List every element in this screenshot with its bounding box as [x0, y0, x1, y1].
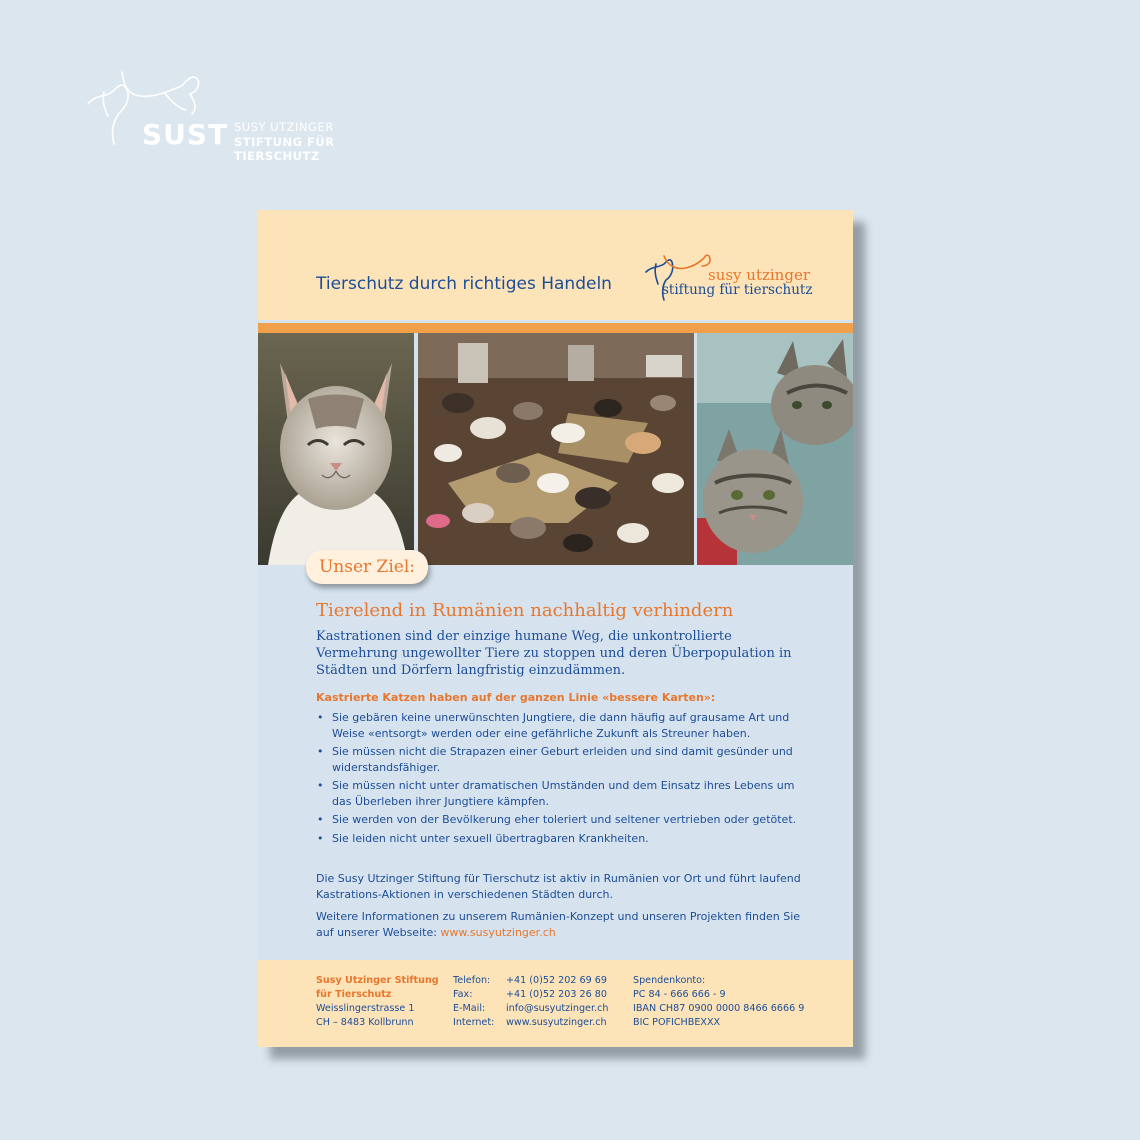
email-label: E-Mail: — [453, 1003, 486, 1014]
sust-wordmark: SUST — [142, 118, 229, 151]
phone-label: Telefon: — [453, 975, 491, 986]
flyer-tagline: Tierschutz durch richtiges Handeln — [316, 274, 612, 294]
sust-brand-logo — [82, 64, 422, 163]
sust-name-line: SUSY UTZINGER — [234, 120, 334, 134]
activity-paragraph: Die Susy Utzinger Stiftung für Tierschutz ist aktiv in Rumänien vor Ort und führt laufend Kastrations-Aktionen in verschiedenen Städten durch. — [316, 872, 801, 901]
email-link[interactable]: info@susyutzinger.ch — [506, 1003, 609, 1014]
iban: IBAN CH87 0900 0000 8466 6666 9 — [633, 1003, 805, 1014]
shelter-cats-photo — [418, 333, 694, 565]
sust-foundation-line: STIFTUNG FÜR TIERSCHUTZ — [234, 135, 335, 163]
more-info-paragraph — [316, 909, 816, 940]
flyer-subheading: Kastrierte Katzen haben auf der ganzen Linie «bessere Karten»: — [316, 691, 716, 704]
flyer-logo-name: susy utzinger — [708, 266, 810, 284]
benefits-list — [316, 710, 816, 849]
flyer-logo-subtitle: stiftung für tierschutz — [662, 282, 813, 298]
internet-link[interactable]: www.susyutzinger.ch — [506, 1017, 607, 1028]
contact-labels — [453, 974, 494, 1030]
list-item: • Sie leiden nicht unter sexuell übertragbaren Krankheiten. — [316, 831, 816, 847]
city-address: CH – 8483 Kollbrunn — [316, 1017, 414, 1028]
fax-value: +41 (0)52 203 26 80 — [506, 989, 607, 1000]
list-item: • Sie werden von der Bevölkerung eher toleriert und seltener vertrieben oder getötet. — [316, 812, 816, 828]
contact-values — [506, 974, 608, 1030]
flyer-heading: Tierelend in Rumänien nachhaltig verhindern — [316, 600, 734, 621]
donation-label: Spendenkonto: — [633, 975, 706, 986]
list-item: • Sie müssen nicht die Strapazen einer Geburt erleiden und sind damit gesünder und widerstandsfähiger. — [316, 744, 816, 775]
cat-portrait-photo — [258, 333, 414, 565]
flyer-header — [258, 210, 853, 320]
postal-account: PC 84 - 666 666 - 9 — [633, 989, 726, 1000]
orange-divider — [258, 323, 853, 333]
bic: BIC POFICHBEXXX — [633, 1017, 721, 1028]
list-item: • Sie gebären keine unerwünschten Jungtiere, die dann häufig auf grausame Art und Weise «entsorgt» werden oder eine gefährliche Zukunft als Streuner haben. — [316, 710, 816, 741]
donation-block — [633, 974, 804, 1030]
flyer-logo — [642, 246, 822, 304]
flyer-intro: Kastrationen sind der einzige humane Weg, die unkontrollierte Vermehrung ungewollter Tiere zu stoppen und deren Überpopulation in Städten und Dörfern langfristig einzudämmen. — [316, 629, 792, 678]
goal-badge: Unser Ziel: — [306, 550, 428, 584]
more-info-text: Weitere Informationen zu unserem Rumänien-Konzept und unseren Projekten finden Sie auf unserer Webseite: — [316, 910, 801, 939]
website-link[interactable]: www.susyutzinger.ch — [440, 925, 556, 939]
internet-label: Internet: — [453, 1017, 495, 1028]
tabby-cats-photo — [697, 333, 853, 565]
org-name-line1: Susy Utzinger Stiftung — [316, 975, 439, 986]
phone-value: +41 (0)52 202 69 69 — [506, 975, 607, 986]
flyer-page — [258, 210, 853, 1047]
list-item: • Sie müssen nicht unter dramatischen Umständen und dem Einsatz ihres Lebens um das Überleben ihrer Jungtiere kämpfen. — [316, 778, 816, 809]
address-block — [316, 974, 439, 1030]
street-address: Weisslingerstrasse 1 — [316, 1003, 415, 1014]
org-name-line2: für Tierschutz — [316, 989, 392, 1000]
fax-label: Fax: — [453, 989, 473, 1000]
flyer-footer — [258, 960, 853, 1047]
